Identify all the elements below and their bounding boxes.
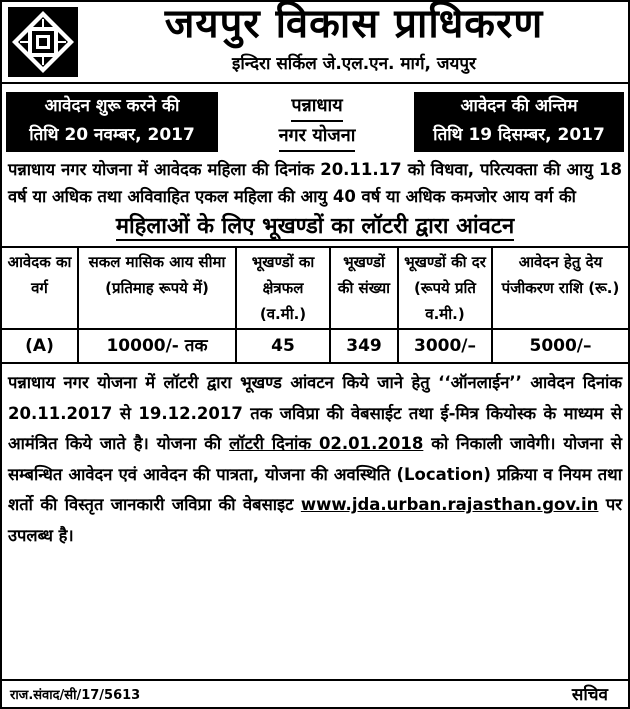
table-cell: 3000/–	[398, 329, 492, 363]
online-application-text: पन्नाधाय नगर योजना में लॉटरी द्वारा भूखण्ड आंवटन किये जाने हेतु ‘‘ऑनलाईन’’ आवेदन दिनांक 20.11.2017 से 19.12.2017 तक जविप्रा की वेबसाईट तथा ई-मित्र कियोस्क के माध्यम से आमंत्रित किये जाते है।	[8, 373, 622, 453]
start-date-line2: तिथि 20 नवम्बर, 2017	[29, 125, 195, 145]
column-header: भूखण्डों की संख्या	[330, 247, 398, 329]
column-header: आवेदन हेतु देय पंजीकरण राशि (रू.)	[492, 247, 628, 329]
start-date-line1: आवेदन शुरू करने की	[44, 96, 180, 116]
website-link[interactable]: www.jda.urban.rajasthan.gov.in	[300, 495, 599, 514]
address: इन्दिरा सर्किल जे.एल.एन. मार्ग, जयपुर	[232, 54, 476, 74]
start-date-box	[6, 92, 218, 152]
details-paragraph	[8, 368, 622, 551]
lottery-date: लॉटरी दिनांक 02.01.2018	[229, 434, 424, 453]
scheme-line1: पन्नाधाय	[291, 92, 342, 122]
end-date-box	[414, 92, 624, 152]
scheme-name	[252, 92, 382, 152]
table-cell: 45	[236, 329, 330, 363]
table-cell: 5000/–	[492, 329, 628, 363]
lottery-prefix: योजना की	[156, 434, 230, 453]
column-header: भूखण्डों की दर (रूपये प्रति व.मी.)	[398, 247, 492, 329]
column-header: आवेदक का वर्ग	[2, 247, 78, 329]
table-header-row	[2, 247, 628, 329]
table-cell: 349	[330, 329, 398, 363]
scheme-line2: नगर योजना	[279, 122, 356, 152]
reference-number: राज.संवाद/सी/17/5613	[10, 688, 141, 703]
allotment-table	[2, 246, 628, 364]
table-cell: (A)	[2, 329, 78, 363]
column-header: सकल मासिक आय सीमा (प्रतिमाह रूपये में)	[78, 247, 236, 329]
subheading-text: महिलाओं के लिए भूखण्डों का लॉटरी द्वारा आंवटन	[115, 214, 515, 239]
table-cell: 10000/- तक	[78, 329, 236, 363]
column-header: भूखण्डों का क्षेत्रफल (व.मी.)	[236, 247, 330, 329]
intro-paragraph: पन्नाधाय नगर योजना में आवेदक महिला की दिनांक 20.11.17 को विधवा, परित्यक्ता की आयु 18 वर्ष या अधिक तथा अविवाहित एकल महिला की आयु 40 वर्ष या अधिक कमजोर आय वर्ग की	[8, 160, 622, 206]
footer	[2, 679, 628, 707]
jda-emblem-icon	[6, 5, 80, 79]
date-row	[2, 84, 628, 156]
end-date-line2: तिथि 19 दिसम्बर, 2017	[433, 125, 605, 145]
end-date-line1: आवेदन की अन्तिम	[460, 96, 578, 116]
table-row	[2, 329, 628, 363]
signatory: सचिव	[571, 685, 608, 705]
header	[2, 2, 628, 84]
lottery-details: को निकाली जावेगी। योजना से सम्बन्धित आवेदन एवं आवेदन की पात्रता, योजना की अवस्थिति (Location) प्रक्रिया व नियम तथा शर्तो की विस्तृत जानकारी जविप्रा की वेबसाइट	[8, 434, 623, 514]
page-title: जयपुर विकास प्राधिकरण	[164, 1, 544, 47]
availability-text: पर उपलब्ध है।	[8, 495, 622, 545]
subheading	[2, 210, 628, 244]
